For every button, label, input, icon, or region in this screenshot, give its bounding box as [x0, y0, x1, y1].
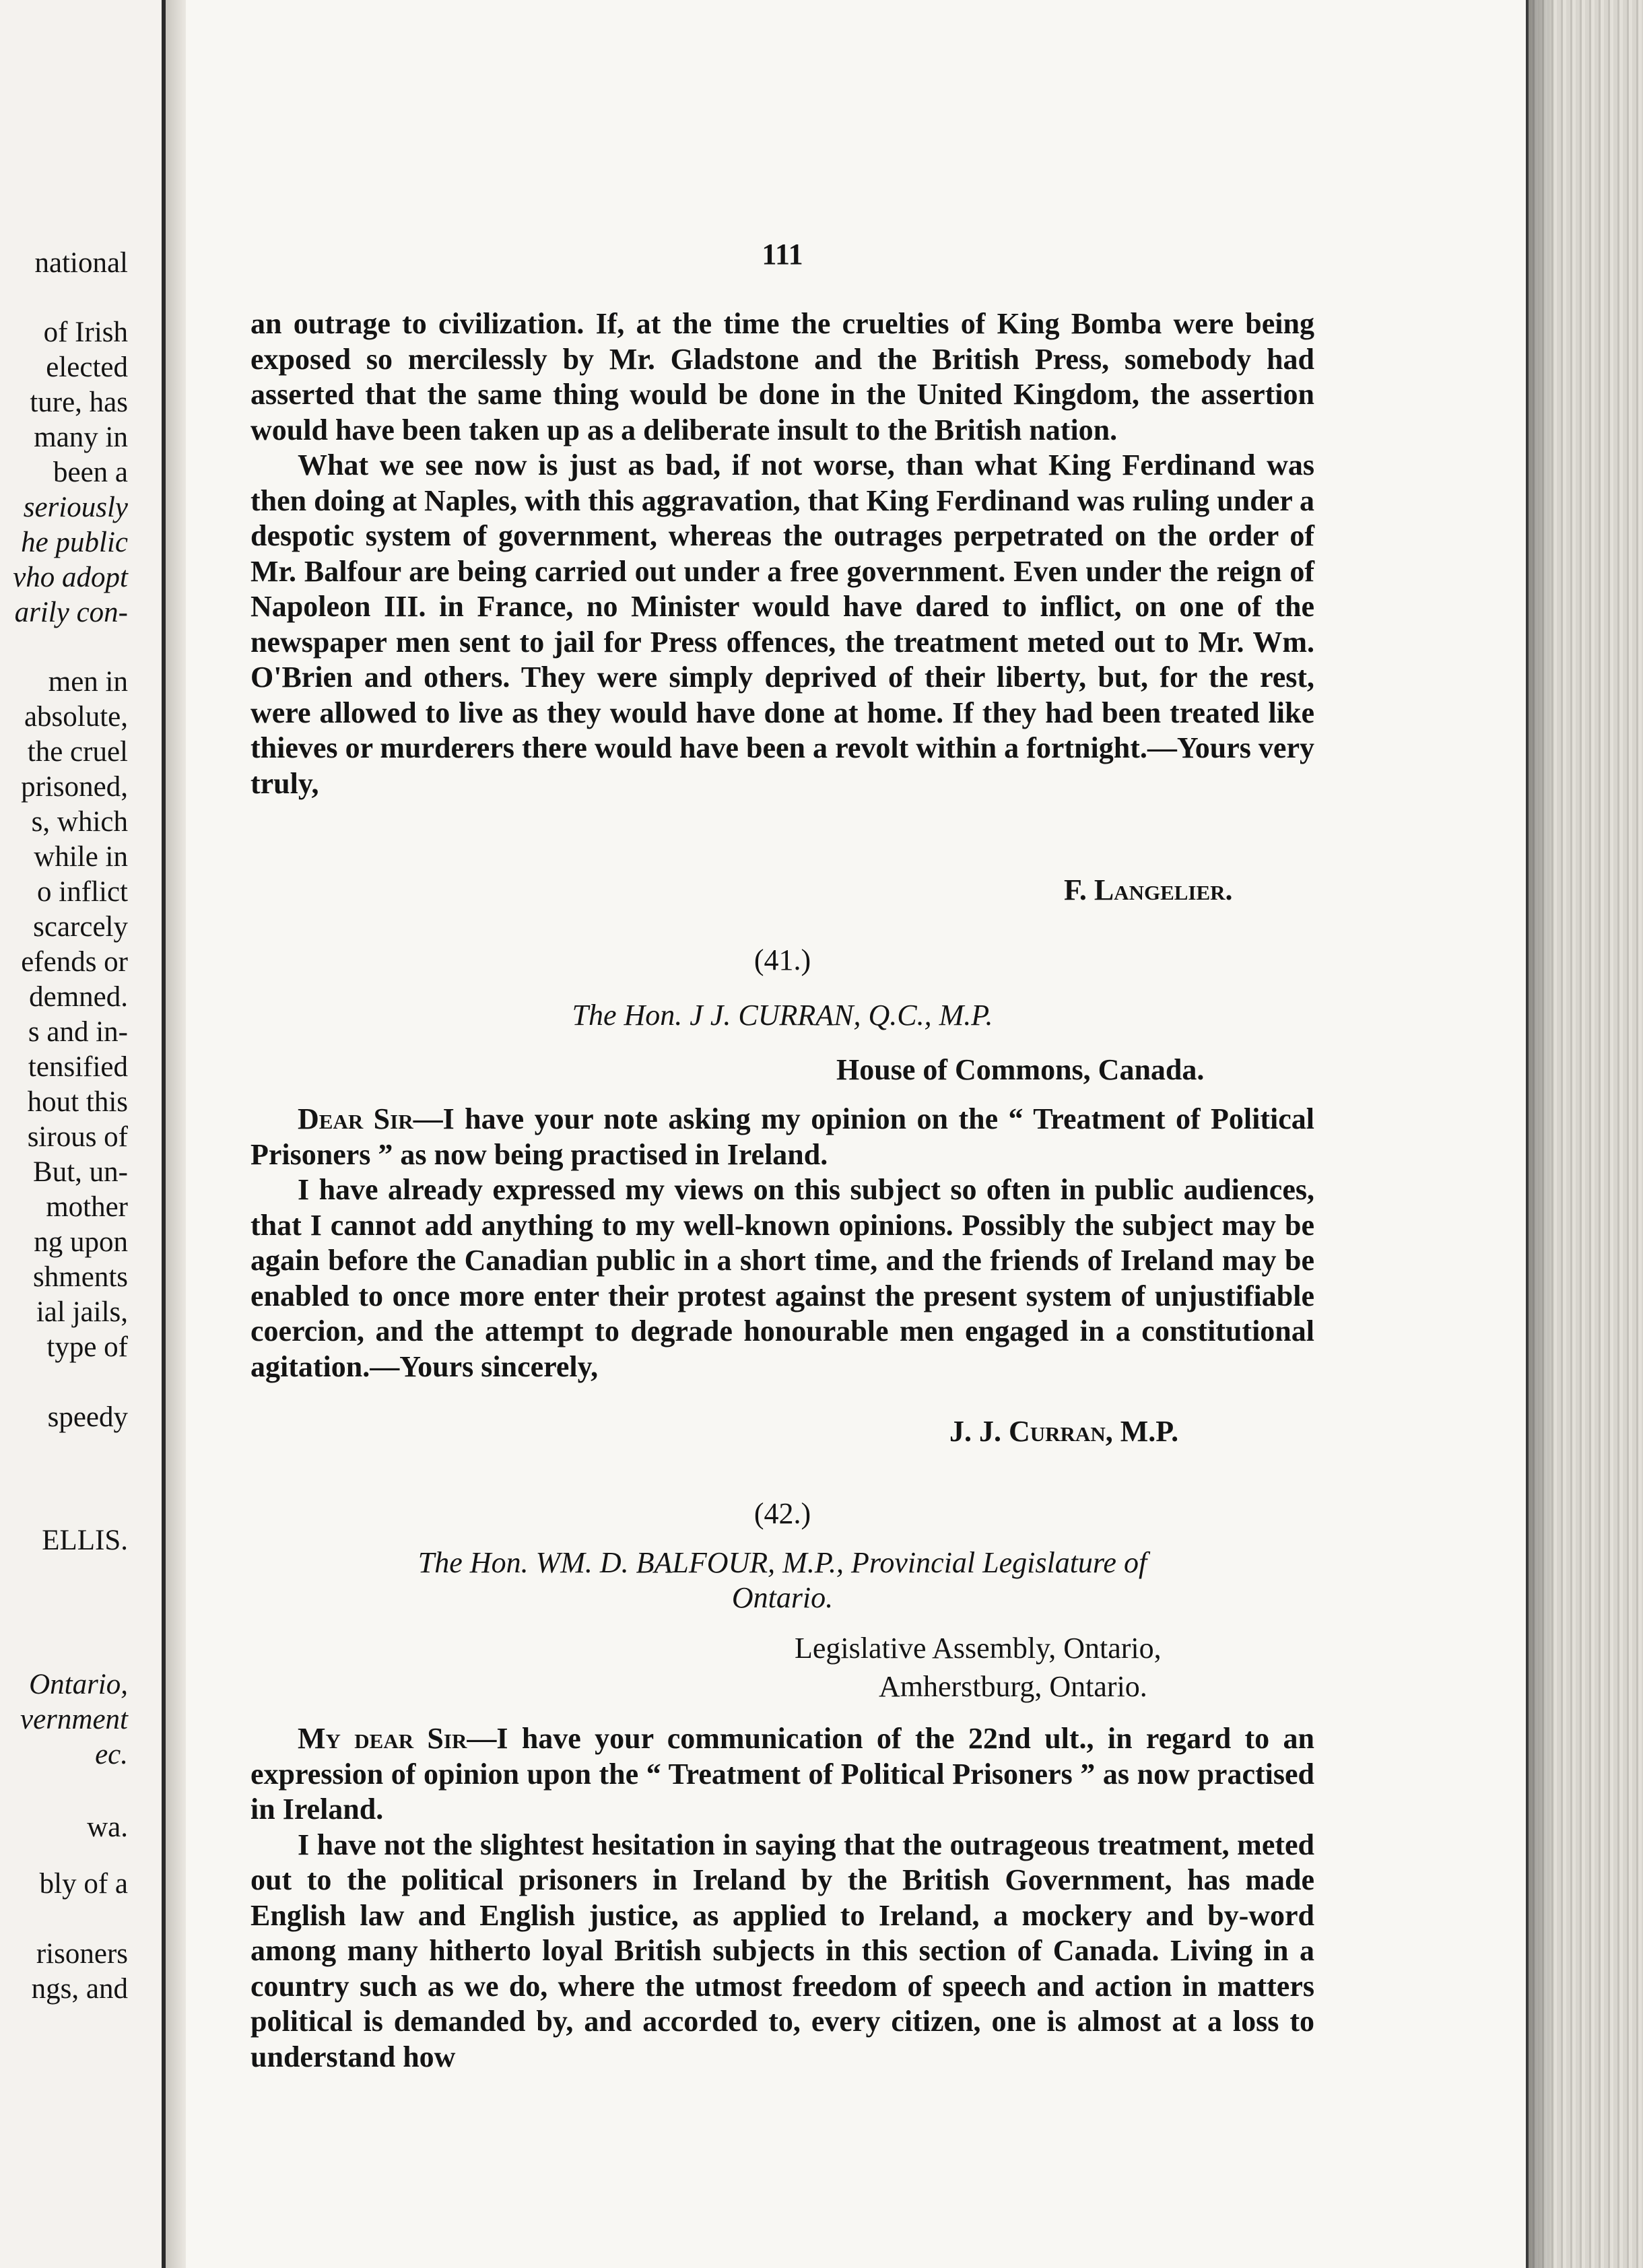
facing-page-text: many in: [34, 422, 128, 453]
letter-40-body: [250, 306, 1314, 801]
facing-page-text: arily con-: [14, 597, 128, 628]
paragraph: an outrage to civilization. If, at the time the cruelties of King Bomba were being exposed so mercilessly by Mr. Gladstone and the British Press, somebody had asserted that the same thing would be done in the United Kingdom, the assertion would have been taken up as a deliberate insult to the British nation.: [250, 307, 1314, 446]
facing-page-text: elected: [46, 352, 128, 383]
facing-page-text: scarcely: [33, 911, 128, 943]
letter-41-heading: The Hon. J J. CURRAN, Q.C., M.P.: [572, 999, 993, 1032]
facing-page-text: shments: [33, 1261, 128, 1293]
facing-page-text: But, un-: [33, 1156, 128, 1188]
facing-page-text: sirous of: [27, 1121, 128, 1153]
paragraph: [250, 1721, 1314, 1828]
letter-42-body: [250, 1721, 1314, 2075]
facing-page-text: wa.: [87, 1811, 128, 1843]
paragraph: I have not the slightest hesitation in saying that the outrageous treatment, meted out to the political prisoners in Ireland by the British Government, has made English law and English justice, as applied to Ireland, a mockery and by-word among many hitherto loyal British subjects in this section of Canada. Living in a country such as we do, where the utmost freedom of speech and action in matters political is demanded by, and accorded to, every citizen, one is almost at a loss to understand how: [250, 1828, 1314, 2073]
facing-page-text: mother: [46, 1191, 128, 1223]
salutation: Dear Sir: [298, 1102, 413, 1135]
facing-page-text: been a: [53, 457, 128, 488]
signature-text: J. J. Curran, M.P.: [949, 1415, 1179, 1448]
facing-page-text: efends or: [21, 946, 128, 978]
letter-42-heading-cont: Ontario.: [731, 1581, 834, 1614]
paragraph-text: —I have your communication of the 22nd ult., in regard to an expression of opinion upon the “ Treatment of Political Prisoners ” as now practised in Ireland.: [250, 1722, 1314, 1826]
facing-page-text: the cruel: [27, 736, 128, 768]
facing-page-text: while in: [34, 841, 128, 873]
facing-page-text: prisoned,: [21, 771, 128, 803]
salutation: My dear Sir: [298, 1722, 467, 1755]
facing-page-fragment: [0, 0, 166, 2268]
facing-page-text: speedy: [47, 1401, 128, 1433]
facing-page-text: men in: [48, 666, 128, 698]
letter-42-address-1: Legislative Assembly, Ontario,: [795, 1632, 1162, 1665]
page-number: 111: [762, 238, 803, 271]
letter-number-42: (42.): [753, 1497, 811, 1530]
facing-page-text: s and in-: [28, 1016, 128, 1048]
facing-page-text: demned.: [29, 981, 128, 1013]
facing-page-text: risoners: [36, 1938, 128, 1970]
facing-page-text: type of: [46, 1331, 128, 1363]
facing-page-text: vho adopt: [13, 562, 128, 593]
facing-page-text: Ontario,: [29, 1669, 128, 1700]
paragraph: What we see now is just as bad, if not worse, than what King Ferdinand was then doing at Naples, with this aggravation, that King Ferdinand was ruling under a despotic system of government, whereas the outrages perpetrated on the order of Mr. Balfour are being carried out under a free government. Even under the reign of Napoleon III. in France, no Minister would have dared to inflict, on one of the newspaper men sent to jail for Press offences, the treatment meted out to Mr. Wm. O'Brien and others. They were simply deprived of their liberty, but, for the rest, were allowed to live as they would have done at home. If they had been treated like thieves or murderers there would have been a revolt within a fortnight.—Yours very truly,: [250, 448, 1314, 800]
facing-page-text: hout this: [27, 1086, 128, 1118]
facing-page-text: o inflict: [37, 876, 128, 908]
signature-curran: [949, 1414, 1178, 1448]
page-edges: [1529, 0, 1643, 2268]
paragraph: I have already expressed my views on this subject so often in public audiences, that I cannot add anything to my well-known opinions. Possibly the subject may be again before the Canadian public in a short time, and the friends of Ireland may be enabled to once more enter their protest against the present system of unjustifiable coercion, and the attempt to degrade honourable men engaged in a constitutional agitation.—Yours sincerely,: [250, 1173, 1314, 1383]
facing-page-text: seriously: [23, 492, 128, 523]
facing-page-text: ial jails,: [36, 1296, 128, 1328]
facing-page-text: national: [34, 247, 128, 279]
facing-page-text: tensified: [28, 1051, 128, 1083]
facing-page-text: ture, has: [30, 387, 128, 418]
paragraph-text: —I have your note asking my opinion on the “ Treatment of Political Prisoners ” as now being practised in Ireland.: [250, 1102, 1314, 1171]
letter-41-body: [250, 1102, 1314, 1385]
facing-page-text: ec.: [95, 1739, 128, 1770]
letter-42-address-2: Amherstburg, Ontario.: [879, 1670, 1147, 1703]
facing-page-text: absolute,: [24, 701, 128, 733]
letter-number-41: (41.): [753, 943, 811, 976]
facing-page-text: ngs, and: [31, 1973, 128, 2005]
book-gutter: [166, 0, 186, 2268]
paragraph: [250, 1102, 1314, 1172]
letter-41-address: House of Commons, Canada.: [836, 1053, 1205, 1086]
signature-langelier: F. Langelier.: [1064, 873, 1233, 906]
letter-42-heading: The Hon. WM. D. BALFOUR, M.P., Provincial Legislature of: [417, 1546, 1147, 1579]
facing-page-text: vernment: [20, 1704, 128, 1735]
facing-page-text: ng upon: [34, 1226, 128, 1258]
facing-page-text: s, which: [31, 806, 128, 838]
facing-page-text: bly of a: [39, 1868, 128, 1900]
facing-page-text: of Irish: [43, 316, 128, 348]
facing-page-text: ELLIS.: [42, 1525, 128, 1556]
facing-page-text: he public: [21, 527, 128, 558]
